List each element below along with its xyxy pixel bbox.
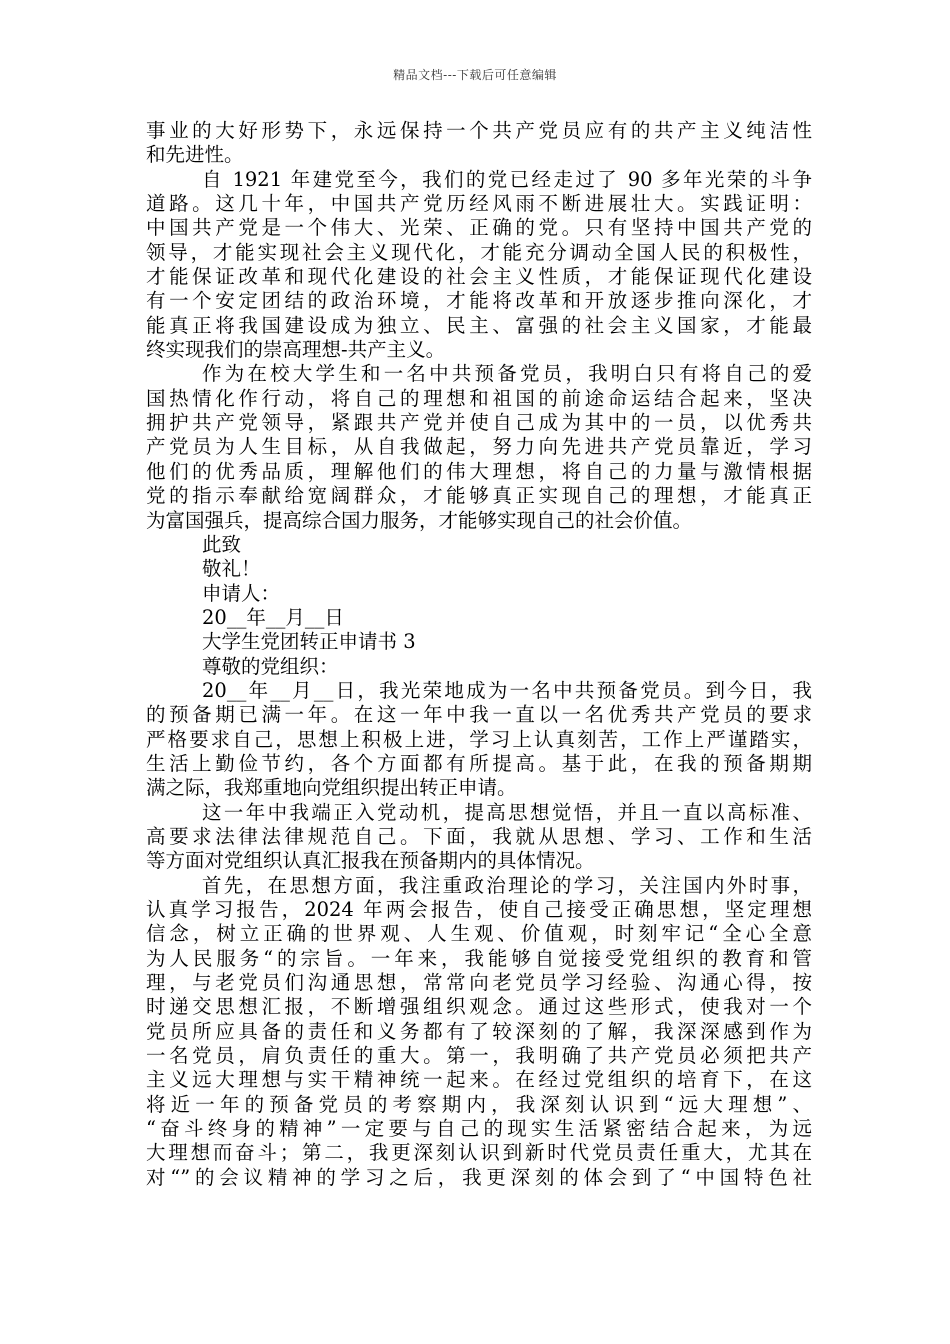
text-line: 敬礼！ <box>202 557 261 581</box>
text-line: 主义远大理想与实干精神统一起来。在经过党组织的培育下，在这 <box>146 1068 812 1092</box>
text-line: 终实现我们的崇高理想-共产主义。 <box>146 338 446 362</box>
text-line: 党员所应具备的责任和义务都有了较深刻的了解，我深深感到作为 <box>146 1019 812 1043</box>
text-line: 能真正将我国建设成为独立、民主、富强的社会主义国家，才能最 <box>146 313 812 337</box>
text-line: 中国共产党是一个伟大、光荣、正确的党。只有坚持中国共产党的 <box>146 216 812 240</box>
text-line: 20__年__月__日 <box>202 605 344 629</box>
text-line: 自 1921 年建党至今，我们的党已经走过了 90 多年光荣的斗争 <box>202 167 812 191</box>
text-line: 为富国强兵，提高综合国力服务，才能够实现自己的社会价值。 <box>146 508 693 532</box>
text-line: 大学生党团转正申请书 3 <box>202 630 416 654</box>
text-line: 的预备期已满一年。在这一年中我一直以一名优秀共产党员的要求 <box>146 703 812 727</box>
text-line: 这一年中我端正入党动机，提高思想觉悟，并且一直以高标准、 <box>202 800 812 824</box>
text-line: 作为在校大学生和一名中共预备党员，我明白只有将自己的爱 <box>202 362 812 386</box>
text-line: 生活上勤俭节约，各个方面都有所提高。基于此，在我的预备期期 <box>146 751 812 775</box>
text-line: 认真学习报告，2024 年两会报告，使自己接受正确思想，坚定理想 <box>146 898 812 921</box>
text-line: “奋斗终身的精神”一定要与自己的现实生活紧密结合起来，为远 <box>146 1117 812 1141</box>
text-line: 大理想而奋斗；第二，我更深刻认识到新时代党员责任重大，尤其在 <box>146 1141 812 1165</box>
text-line: 信念，树立正确的世界观、人生观、价值观，时刻牢记“全心全意 <box>146 922 812 946</box>
page-header: 精品文档---下载后可任意编辑 <box>393 68 557 82</box>
text-line: 严格要求自己，思想上积极上进，学习上认真刻苦，工作上严谨踏实， <box>146 727 812 751</box>
text-line: 20__年__月__日，我光荣地成为一名中共预备党员。到今日，我 <box>202 678 812 702</box>
text-line: 为人民服务“的宗旨。一年来，我能够自觉接受党组织的教育和管 <box>146 946 812 970</box>
text-line: 和先进性。 <box>146 143 244 167</box>
text-line: 满之际，我郑重地向党组织提出转正申请。 <box>146 776 517 800</box>
text-line: 将近一年的预备党员的考察期内，我深刻认识到“远大理想”、 <box>146 1092 812 1116</box>
text-line: 首先，在思想方面，我注重政治理论的学习，关注国内外时事， <box>202 873 812 897</box>
text-line: 道路。这几十年，中国共产党历经风雨不断进展壮大。实践证明： <box>146 192 812 216</box>
text-line: 时递交思想汇报，不断增强组织观念。通过这些形式，使我对一个 <box>146 995 812 1019</box>
text-line: 国热情化作行动，将自己的理想和祖国的前途命运结合起来，坚决 <box>146 386 812 410</box>
text-line: 产党员为人生目标，从自我做起，努力向先进共产党员靠近，学习 <box>146 435 812 459</box>
text-line: 理，与老党员们沟通思想，常常向老党员学习经验、沟通心得，按 <box>146 971 812 995</box>
text-line: 事业的大好形势下，永远保持一个共产党员应有的共产主义纯洁性 <box>146 119 812 142</box>
text-line: 有一个安定团结的政治环境，才能将改革和开放逐步推向深化，才 <box>146 289 812 313</box>
text-line: 等方面对党组织认真汇报我在预备期内的具体情况。 <box>146 849 595 873</box>
text-line: 拥护共产党领导，紧跟共产党并使自己成为其中的一员，以优秀共 <box>146 411 812 435</box>
text-line: 一名党员，肩负责任的重大。第一，我明确了共产党员必须把共产 <box>146 1044 812 1068</box>
text-line: 党的指示奉献给宽阔群众，才能够真正实现自己的理想，才能真正 <box>146 484 812 508</box>
text-line: 对“”的会议精神的学习之后，我更深刻的体会到了“中国特色社 <box>146 1165 812 1189</box>
text-line: 才能保证改革和现代化建设的社会主义性质，才能保证现代化建设 <box>146 265 812 289</box>
text-line: 他们的优秀品质，理解他们的伟大理想，将自己的力量与激情根据 <box>146 459 812 483</box>
text-line: 申请人： <box>202 581 281 605</box>
text-line: 尊敬的党组织： <box>202 654 339 678</box>
document-body <box>146 119 812 1190</box>
text-line: 领导，才能实现社会主义现代化，才能充分调动全国人民的积极性， <box>146 240 812 264</box>
text-line: 高要求法律法律规范自己。下面，我就从思想、学习、工作和生活 <box>146 824 812 848</box>
text-line: 此致 <box>202 532 242 556</box>
